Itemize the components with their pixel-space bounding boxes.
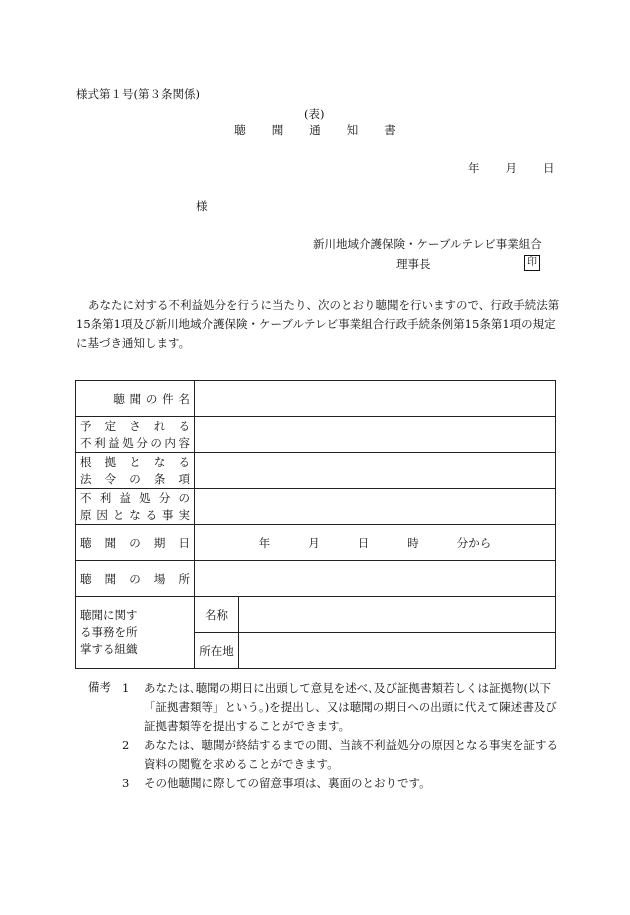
field-hearing-subject[interactable] — [195, 381, 556, 417]
row-hearing-subject — [76, 381, 556, 417]
note-text: あなたは、聴聞が終結するまでの間、当該不利益処分の原因となる事実を証する資料の閲覧を求めることができます。 — [144, 738, 558, 771]
field-org-name[interactable] — [239, 597, 556, 633]
form-number: 様式第１号(第３条関係) — [76, 87, 200, 101]
field-planned-disposition[interactable] — [195, 417, 556, 453]
organization-name: 新川地域介護保険・ケーブルテレビ事業組合 — [313, 237, 542, 251]
row-org-name — [76, 597, 556, 633]
label-org-name: 名称 — [195, 597, 239, 633]
hearing-day-unit: 日 — [357, 535, 370, 550]
row-cause — [76, 489, 556, 525]
field-hearing-place[interactable] — [195, 561, 556, 597]
note-number: 3 — [122, 776, 130, 790]
label-legal-basis-1: 根 拠 と な る — [80, 454, 190, 469]
hearing-hour-unit: 時 — [407, 535, 419, 550]
label-hearing-subject: 聴 聞 の 件 名 — [113, 391, 190, 406]
hearing-year-unit: 年 — [258, 535, 271, 550]
row-planned-disposition — [76, 417, 556, 453]
date-year-label: 年 — [468, 161, 480, 175]
side-label: (表) — [304, 107, 325, 121]
label-hearing-place: 聴 聞 の 場 所 — [80, 571, 190, 586]
notes-heading: 備考 — [88, 680, 111, 694]
note-number: 2 — [122, 738, 130, 752]
field-hearing-date[interactable] — [195, 525, 556, 561]
label-legal-basis-2: 法 令 の 条 項 — [80, 471, 190, 486]
row-hearing-place — [76, 561, 556, 597]
label-cause-1: 不 利 益 処 分 の — [80, 490, 190, 505]
label-org-address: 所在地 — [195, 633, 239, 669]
row-legal-basis — [76, 453, 556, 489]
field-legal-basis[interactable] — [195, 453, 556, 489]
label-organization: 聴聞に関す る事務を所 掌する組織 — [76, 597, 195, 669]
field-cause[interactable] — [195, 489, 556, 525]
note-item — [122, 736, 568, 774]
seal-mark: 印 — [524, 255, 540, 271]
label-hearing-date: 聴 聞 の 期 日 — [80, 535, 190, 550]
title-char: 聞 — [271, 123, 284, 137]
hearing-minute-unit: 分から — [456, 535, 492, 550]
title-char: 通 — [309, 123, 321, 137]
issue-date — [468, 160, 555, 176]
label-planned-disposition-2: 不 利 益 処 分 の 内 容 — [80, 435, 190, 450]
intro-paragraph: あなたに対する不利益処分を行うに当たり、次のとおり聴聞を行いますので、行政手続法第15条第1項及び新川地域介護保険・ケーブルテレビ事業組合行政手続条例第15条第1項の規定に基づき通知します。 — [76, 298, 560, 350]
field-org-address[interactable] — [239, 633, 556, 669]
title-char: 知 — [346, 123, 359, 137]
row-hearing-date — [76, 525, 556, 561]
note-item — [122, 774, 568, 793]
hearing-month-unit: 月 — [308, 535, 320, 550]
note-text: その他聴聞に際しての留意事項は、裏面のとおりです。 — [144, 776, 431, 790]
date-month-label: 月 — [505, 161, 517, 175]
addressee-suffix: 様 — [196, 199, 208, 213]
title-char: 聴 — [234, 123, 246, 137]
document-title — [0, 122, 630, 138]
note-number: 1 — [122, 681, 130, 695]
note-item — [122, 679, 568, 736]
hearing-form-table — [75, 380, 556, 669]
label-planned-disposition-1: 予 定 さ れ る — [80, 418, 190, 433]
note-text: あなたは､聴聞の期日に出頭して意見を述べ､及び証拠書類若しくは証拠物(以下「証拠書類等」という。)を提出し、又は聴聞の期日への出頭に代えて陳述書及び証拠書類等を提出することができます。 — [144, 681, 557, 733]
label-cause-2: 原 因 と な る 事 実 — [80, 507, 190, 522]
title-char: 書 — [384, 123, 396, 137]
director-title: 理事長 — [396, 257, 431, 271]
date-day-label: 日 — [543, 161, 555, 175]
